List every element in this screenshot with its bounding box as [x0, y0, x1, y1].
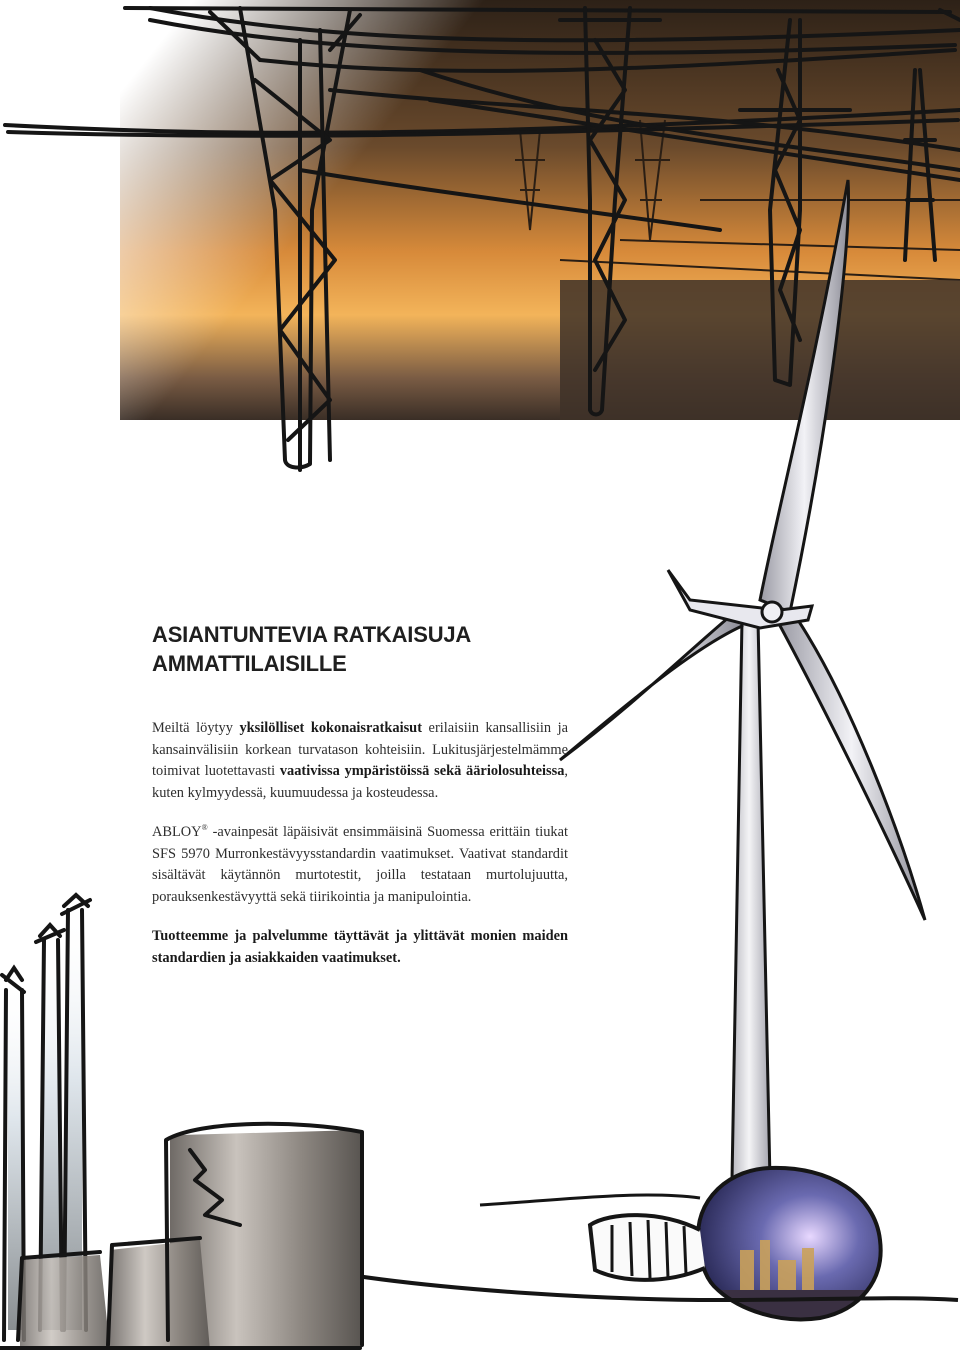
paragraph1-end: , kuten kylmyydessä, kuumuudessa ja kosteudessa. — [152, 763, 568, 801]
paragraph1-middle: erilaisiin kansallisiin ja kansainvälisiin korkean turvatason kohteisiin. Lukitusjärjestelmämme toimivat luotettavasti — [152, 720, 568, 779]
paragraph1-bold-environments: vaativissa ympäristöissä sekä ääriolosuhteissa — [279, 763, 565, 779]
paragraph2-text: -avainpesät läpäisivät ensimmäisinä Suomessa erittäin tiukat SFS 5970 Murronkestävyysstandardin vaatimukset. Vaativat standardit sisältävät käytännön murtotestit, joilla testataan murtolujuutta, porauksenkestävyyttä sekä tiirikointia ja manipulointia. — [152, 824, 568, 905]
paragraph1-bold-solutions: yksilölliset kokonaisratkaisut — [239, 720, 422, 736]
heading-line-1: ASIANTUNTEVIA RATKAISUJA — [152, 622, 472, 647]
page-heading — [152, 620, 568, 678]
paragraph-standards-statement: Tuotteemme ja palvelumme täyttävät ja ylittävät monien maiden standardien ja asiakkaiden vaatimukset. — [152, 928, 568, 966]
text-column — [152, 620, 568, 987]
paragraph-abloy-standard — [152, 822, 568, 908]
registered-mark: ® — [201, 823, 208, 833]
paragraph-solutions — [152, 718, 568, 804]
brand-name: ABLOY — [152, 824, 202, 840]
heading-line-2: AMMATTILAISILLE — [152, 651, 347, 676]
paragraph1-intro: Meiltä löytyy — [152, 720, 240, 736]
light-bulb-drawing — [350, 1160, 958, 1330]
